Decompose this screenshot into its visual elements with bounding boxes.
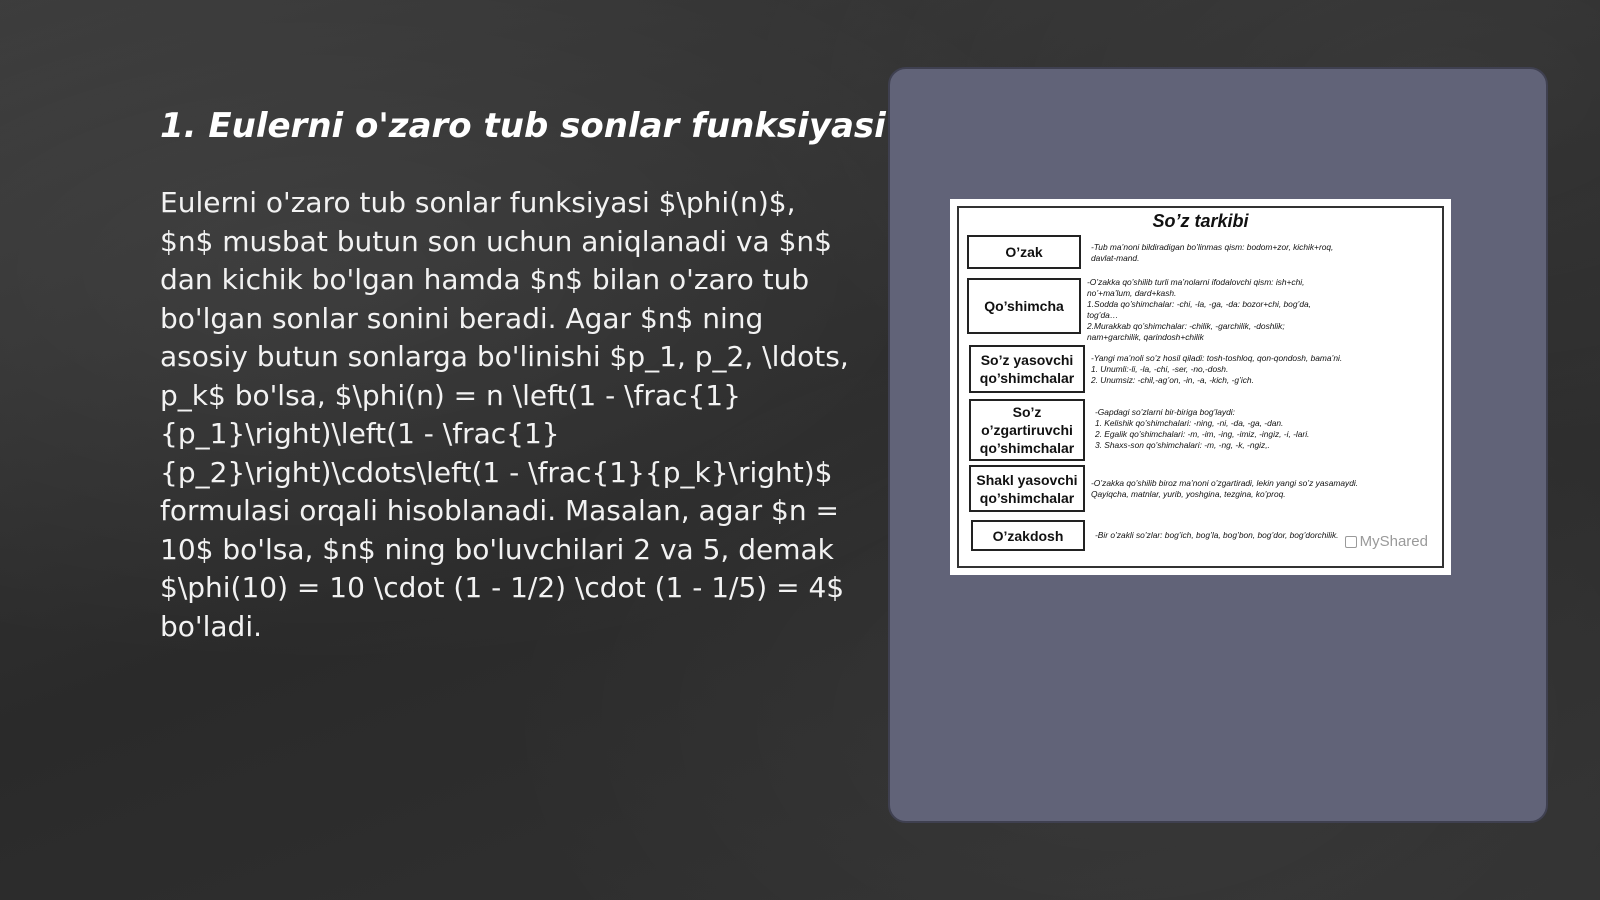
row-desc-ozakdosh bbox=[1095, 530, 1338, 541]
row-label-qoshimcha: Qo’shimcha bbox=[967, 278, 1081, 334]
row-label-ozak: O’zak bbox=[967, 235, 1081, 269]
desc-line: -O’zakka qo’shilib biroz ma’noni o’zgartiradi, lekin yangi so’z yasamaydi. bbox=[1091, 478, 1359, 488]
row-label-soz-yasovchi: So’z yasovchi qo’shimchalar bbox=[969, 345, 1085, 393]
myshared-logo-icon bbox=[1345, 536, 1357, 548]
desc-line: -Gapdagi so’zlarni bir-biriga bog’laydi: bbox=[1095, 407, 1235, 417]
desc-line: 3. Shaxs-son qo’shimchalari: -m, -ng, -k, -ngiz,. bbox=[1095, 440, 1270, 450]
desc-line: 1. Kelishik qo’shimchalari: -ning, -ni, -da, -ga, -dan. bbox=[1095, 418, 1284, 428]
row-label-soz-ozgartiruvchi: So’z o’zgartiruvchi qo’shimchalar bbox=[969, 399, 1085, 461]
figure-title: So’z tarkibi bbox=[1152, 211, 1249, 231]
desc-line: -Yangi ma’noli so’z hosil qiladi: tosh-toshloq, qon-qondosh, bama’ni. bbox=[1091, 353, 1343, 363]
desc-line: no’+ma’lum, dard+kash. bbox=[1087, 288, 1177, 298]
desc-line: -Bir o’zakli so’zlar: bog’ich, bog’la, bog’bon, bog’dor, bog’dorchilik. bbox=[1095, 530, 1339, 540]
slide-title: 1. Eulerni o'zaro tub sonlar funksiyasi bbox=[160, 106, 886, 146]
word-structure-figure bbox=[950, 199, 1451, 575]
slide-body-text: Eulerni o'zaro tub sonlar funksiyasi $\phi(n)$, $n$ musbat butun son uchun aniqlanadi va $n$ dan kichik bo'lgan hamda $n$ bilan o'zaro tub bo'lgan sonlar sonini beradi. Agar $n$ ning asosiy butun sonlarga bo'linishi $p_1, p_2, \ldots, p_k$ bo'lsa, $\phi(n) = n \left(1 - \frac{1}{p_1}\right)\left(1 - \frac{1}{p_2}\right)\cdots\left(1 - \frac{1}{p_k}\right)$ formulasi orqali hisoblanadi. Masalan, agar $n = 10$ bo'lsa, $n$ ning bo'luvchilari 2 va 5, demak $\phi(10) = 10 \cdot (1 - 1/2) \cdot (1 - 1/5) = 4$ bo'ladi. bbox=[160, 186, 849, 643]
row-desc-qoshimcha bbox=[1087, 277, 1311, 343]
desc-line: nam+garchilik, qarindosh+chilik bbox=[1087, 332, 1204, 342]
desc-line: Qayiqcha, matnlar, yurib, yoshgina, tezgina, ko’proq. bbox=[1091, 489, 1286, 499]
figure-frame bbox=[957, 206, 1444, 568]
desc-line: davlat-mand. bbox=[1091, 253, 1140, 263]
watermark bbox=[1345, 533, 1428, 550]
desc-line: 2. Egalik qo’shimchalari: -m, -im, -ing, -imiz, -ingiz, -i, -lari. bbox=[1095, 429, 1310, 439]
desc-line: 1. Unumli:-li, -la, -chi, -ser, -no,-dosh. bbox=[1091, 364, 1229, 374]
desc-line: 2.Murakkab qo’shimchalar: -chilik, -garchilik, -doshlik; bbox=[1087, 321, 1285, 331]
row-desc-soz-ozgartiruvchi bbox=[1095, 407, 1309, 451]
watermark-text: MyShared bbox=[1359, 533, 1428, 550]
row-desc-soz-yasovchi bbox=[1091, 353, 1342, 386]
row-label-ozakdosh: O’zakdosh bbox=[971, 520, 1085, 551]
desc-line: 1.Sodda qo’shimchalar: -chi, -la, -ga, -da: bozor+chi, bog’da, bbox=[1087, 299, 1312, 309]
desc-line: tog’da… bbox=[1087, 310, 1119, 320]
row-desc-ozak bbox=[1091, 242, 1333, 264]
desc-line: -Tub ma’noni bildiradigan bo’linmas qism: bodom+zor, kichik+roq, bbox=[1091, 242, 1334, 252]
row-desc-shakl-yasovchi bbox=[1091, 478, 1358, 500]
desc-line: 2. Unumsiz: -chil,-ag’on, -in, -a, -kich, -g’ich. bbox=[1091, 375, 1254, 385]
row-label-shakl-yasovchi: Shakl yasovchi qo’shimchalar bbox=[969, 465, 1085, 512]
desc-line: -O’zakka qo’shilib turli ma’nolarni ifodalovchi qism: ish+chi, bbox=[1087, 277, 1305, 287]
